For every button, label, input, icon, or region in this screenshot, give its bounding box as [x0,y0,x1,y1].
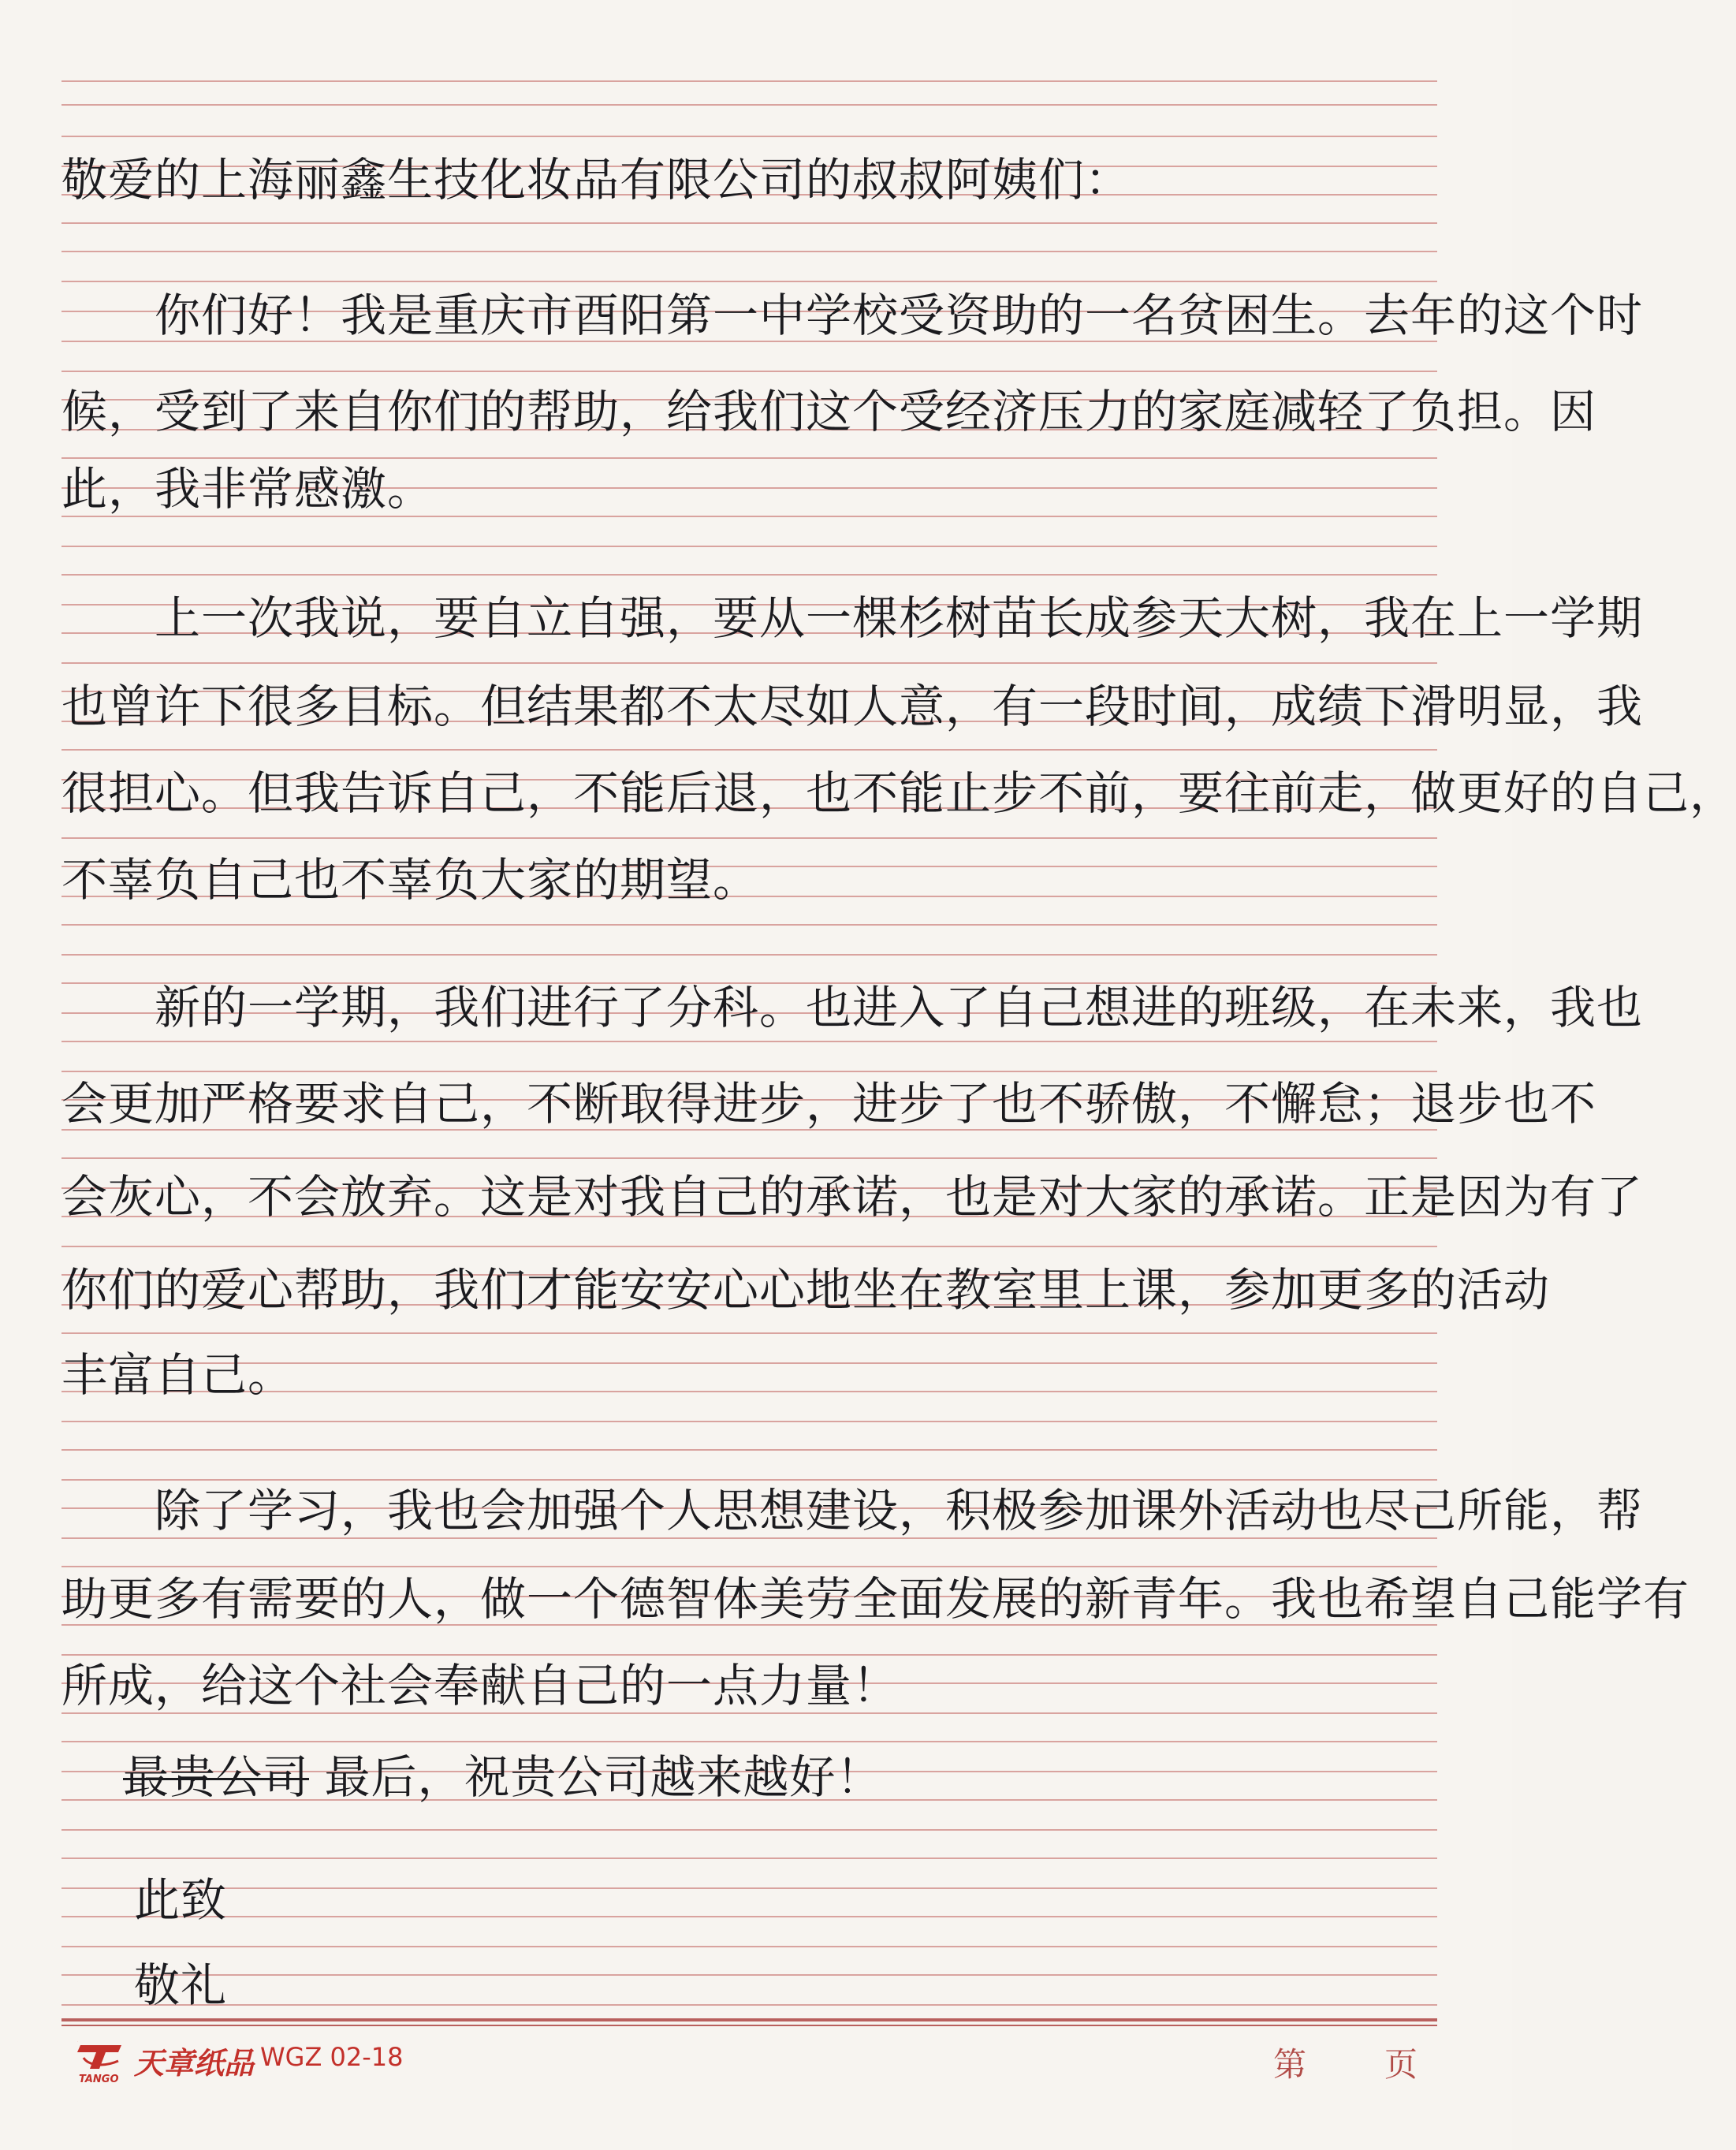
letter-line: 你们的爱心帮助，我们才能安安心心地坐在教室里上课，参加更多的活动 [61,1263,1551,1317]
salutation-jingli: 敬礼 [134,1958,228,2012]
logo-subtext: TANGO [79,2074,119,2085]
letter-line: 很担心。但我告诉自己，不能后退，也不能止步不前，要往前走，做更好的自己， [61,766,1736,820]
bottom-rule [61,2018,1437,2021]
closing-text: 最后，祝贵公司越来越好！ [324,1750,883,1804]
ruled-line [61,371,1437,372]
letter-line: 候，受到了来自你们的帮助，给我们这个受经济压力的家庭减轻了负担。因 [61,385,1597,438]
ruled-line [61,546,1437,547]
ruled-line [61,574,1437,576]
letter-line: 除了学习，我也会加强个人思想建设，积极参加课外活动也尽己所能，帮 [61,1484,1644,1537]
ruled-line [61,251,1437,252]
model-number: WGZ 02-18 [260,2042,404,2072]
ruled-line [61,1246,1437,1247]
letter-line: 此，我非常感激。 [61,462,434,516]
page-label-ye: 页 [1384,2045,1418,2084]
letter-greeting: 敬爱的上海丽鑫生技化妆品有限公司的叔叔阿姨们： [61,153,1132,207]
ruled-line [61,1449,1437,1451]
tango-logo-icon [77,2042,125,2072]
letter-line: 所成，给这个社会奉献自己的一点力量！ [61,1659,900,1712]
letter-line: 会更加严格要求自己，不断取得进步，进步了也不骄傲，不懈怠；退步也不 [61,1077,1597,1131]
letter-line: 助更多有需要的人，做一个德智体美劳全面发展的新青年。我也希望自己能学有 [61,1572,1690,1626]
letter-line: 上一次我说，要自立自强，要从一棵杉树苗长成参天大树，我在上一学期 [61,591,1644,645]
letter-line: 你们好！我是重庆市酉阳第一中学校受资助的一名贫困生。去年的这个时 [61,289,1644,342]
struck-out-text: 最贵公司 [123,1750,310,1804]
ruled-line [61,136,1437,137]
ruled-line [61,954,1437,956]
ruled-line [61,1829,1437,1831]
salutation-cizhi: 此致 [134,1873,228,1927]
brand-name: 天章纸品 [134,2046,255,2081]
paper-footer [61,2028,1437,2099]
logo-mark: T [77,2042,78,2043]
page-label-di: 第 [1273,2045,1307,2084]
letter-line: 新的一学期，我们进行了分科。也进入了自己想进的班级，在未来，我也 [61,981,1644,1034]
bottom-rule [61,2025,1437,2026]
letter-line: 会灰心，不会放弃。这是对我自己的承诺，也是对大家的承诺。正是因为有了 [61,1170,1644,1224]
letter-line: 也曾许下很多目标。但结果都不太尽如人意，有一段时间，成绩下滑明显，我 [61,680,1644,733]
ruled-line [61,80,1437,82]
ruled-line [61,1857,1437,1859]
letter-closing [61,1739,1437,1826]
ruled-line [61,104,1437,106]
letter-line: 丰富自己。 [61,1348,295,1402]
letter-line: 不辜负自己也不辜负大家的期望。 [61,853,760,907]
